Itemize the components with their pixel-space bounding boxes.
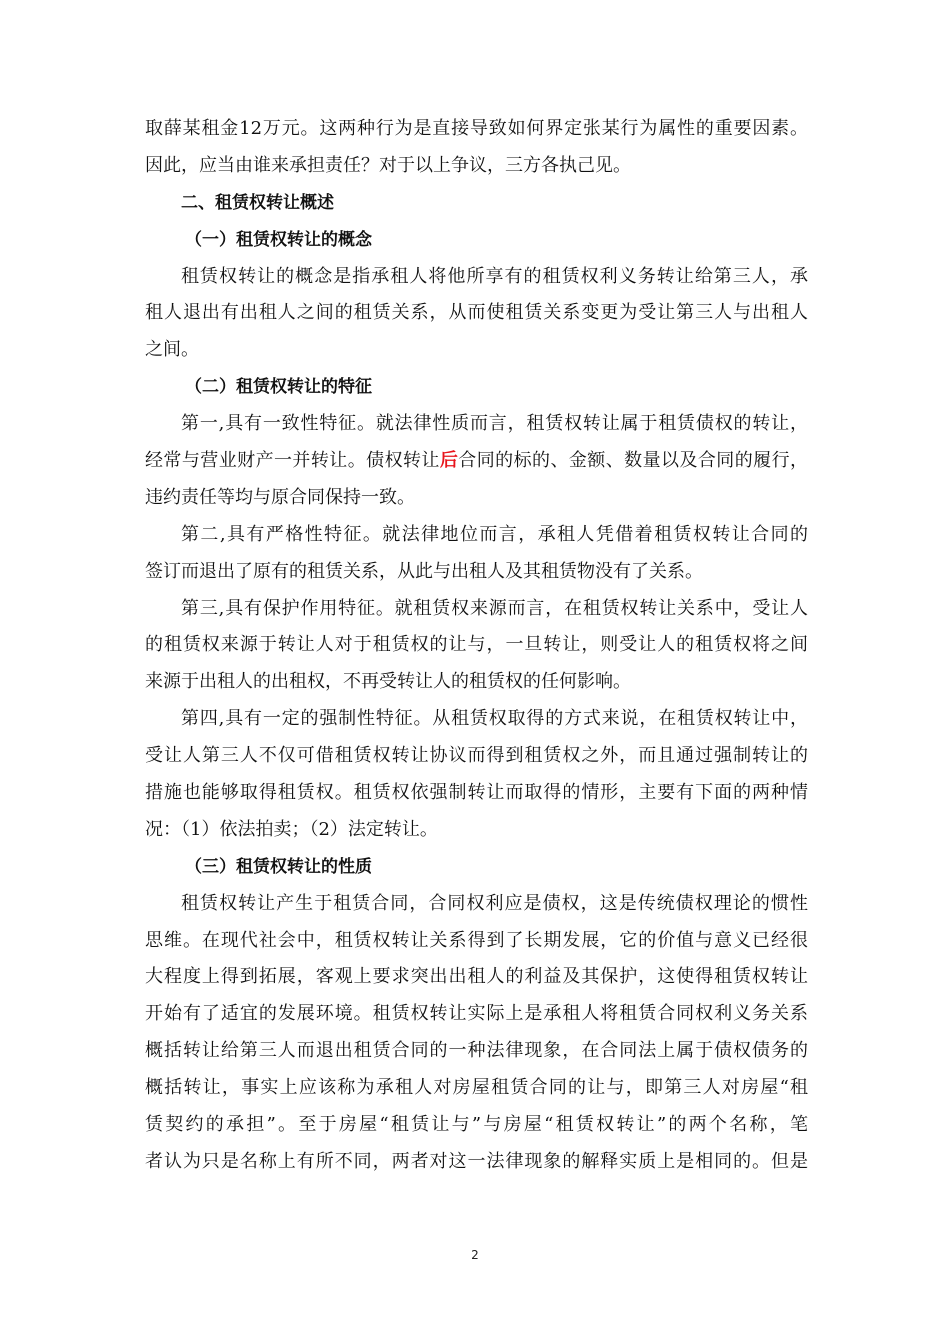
paragraph-line: 第二,具有严格性特征。就法律地位而言，承租人凭借着租赁权转让合同的: [181, 523, 808, 545]
document-body: [145, 111, 808, 1181]
paragraph-line: 第三,具有保护作用特征。就租赁权来源而言，在租赁权转让关系中，受让人: [181, 597, 808, 619]
paragraph-line: 租赁权转让产生于租赁合同，合同权利应是债权，这是传统债权理论的惯性: [181, 892, 808, 914]
paragraph-line: 第四,具有一定的强制性特征。从租赁权取得的方式来说，在租赁权转让中，: [181, 708, 808, 730]
text-run: 经常与营业财产一并转让。债权转让: [145, 450, 440, 472]
page-number: 2: [471, 1248, 479, 1262]
paragraph-line: 概括转让给第三人而退出租赁合同的一种法律现象，在合同法上属于债权债务的: [145, 1040, 808, 1062]
paragraph-line: 违约责任等均与原合同保持一致。: [145, 486, 415, 508]
paragraph-line: 第一,具有一致性特征。就法律性质而言，租赁权转让属于租赁债权的转让，: [181, 413, 808, 435]
paragraph-line: 的租赁权来源于转让人对于租赁权的让与，一旦转让，则受让人的租赁权将之间: [145, 634, 808, 656]
paragraph-line: 租人退出有出租人之间的租赁关系，从而使租赁关系变更为受让第三人与出租人: [145, 302, 808, 324]
paragraph-line: 赁契约的承担”。至于房屋“租赁让与”与房屋“租赁权转让”的两个名称，笔: [145, 1114, 808, 1136]
paragraph-line: [145, 443, 808, 480]
paragraph-line: 概括转让，事实上应该称为承租人对房屋租赁合同的让与，即第三人对房屋“租: [145, 1077, 808, 1099]
paragraph-line: 者认为只是名称上有所不同，两者对这一法律现象的解释实质上是相同的。但是: [145, 1150, 808, 1172]
paragraph-line: 取薛某租金12万元。这两种行为是直接导致如何界定张某行为属性的重要因素。: [145, 118, 808, 139]
paragraph-line: 大程度上得到拓展，客观上要求突出出租人的利益及其保护，这使得租赁权转让: [145, 966, 808, 988]
subsection-heading: （三）租赁权转让的性质: [185, 856, 372, 877]
paragraph-line: 开始有了适宜的发展环境。租赁权转让实际上是承租人将租赁合同权利义务关系: [145, 1003, 808, 1025]
paragraph-line: 来源于出租人的出租权，不再受转让人的租赁权的任何影响。: [145, 671, 631, 693]
highlighted-text: 后: [439, 450, 459, 472]
paragraph-line: 况：（1）依法拍卖；（2）法定转让。: [145, 818, 438, 840]
paragraph-line: 受让人第三人不仅可借租赁权转让协议而得到租赁权之外，而且通过强制转让的: [145, 745, 808, 767]
paragraph-line: 因此，应当由谁来承担责任？对于以上争议，三方各执己见。: [145, 154, 631, 176]
paragraph-line: 之间。: [145, 339, 199, 361]
paragraph-line: 租赁权转让的概念是指承租人将他所享有的租赁权利义务转让给第三人，承: [181, 265, 808, 287]
paragraph-line: 签订而退出了原有的租赁关系，从此与出租人及其租赁物没有了关系。: [145, 560, 703, 582]
paragraph-line: 思维。在现代社会中，租赁权转让关系得到了长期发展，它的价值与意义已经很: [145, 929, 808, 951]
subsection-heading: （一）租赁权转让的概念: [185, 229, 372, 250]
paragraph-line: 措施也能够取得租赁权。租赁权依强制转让而取得的情形，主要有下面的两种情: [145, 782, 808, 804]
section-heading: 二、租赁权转让概述: [181, 192, 334, 213]
text-run: 合同的标的、金额、数量以及合同的履行，: [458, 450, 808, 472]
subsection-heading: （二）租赁权转让的特征: [185, 377, 372, 398]
